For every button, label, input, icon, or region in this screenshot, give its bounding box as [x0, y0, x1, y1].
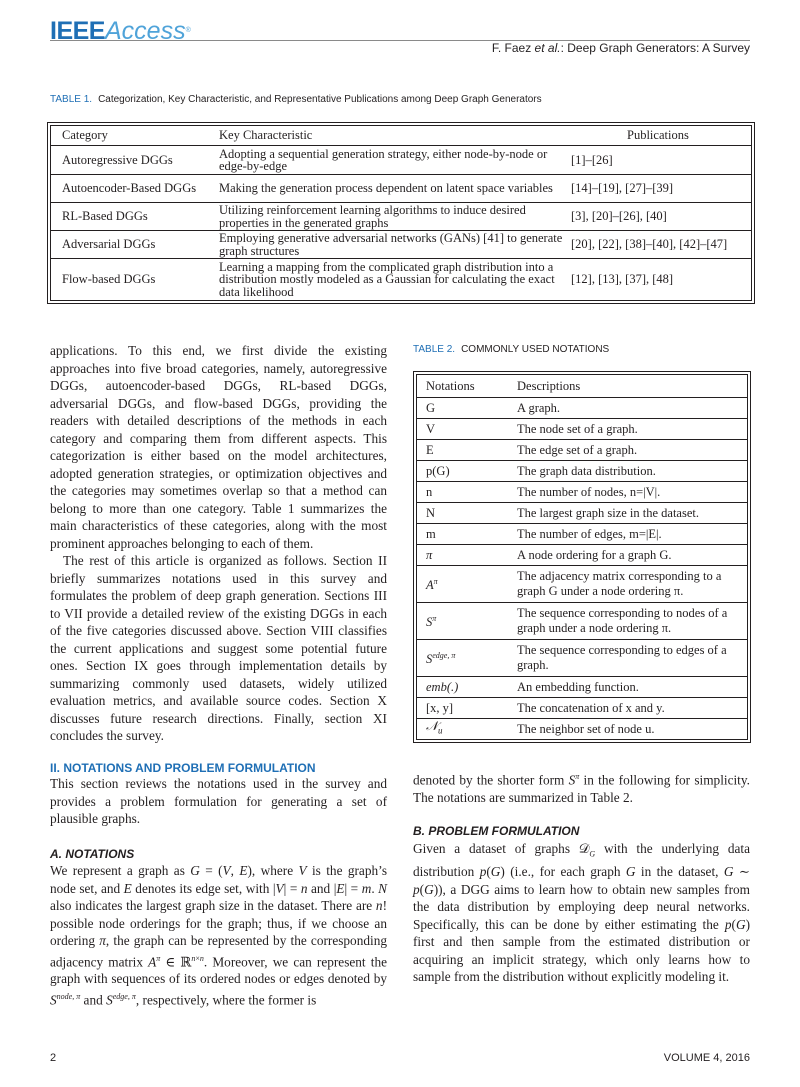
table1-header-pubs: Publications [566, 126, 751, 146]
table-row: Adversarial DGGs Employing generative adversarial networks (GANs) [41] to generate graph structures [20], [22], [38]–[40], [42]–[47] [51, 231, 751, 259]
table1-header-key: Key Characteristic [208, 126, 566, 146]
section-a-text: We represent a graph as G = (V, E), where V is the graph’s node set, and E denotes its edge set, with |V| = n and |E| = m. N also indicates the largest graph size in the dataset. There are n! possible node orderings for the graph; thus, if we choose an ordering π, the graph can be represented by the corresponding adjacency matrix $A^\pi$ ∈ ℝ$^{n\times n}$. Moreover, we can represent the graph with sequences of its ordered nodes or edges denoted by $S^{node, \pi}$ and $S^{edge, \pi}$, respectively, where the former is [50, 863, 388, 1008]
table-row: Autoregressive DGGs Adopting a sequential generation strategy, either node-by-node or edge-by-edge [1]–[26] [51, 146, 751, 175]
logo-trademark: ® [185, 27, 191, 34]
table-row: Autoencoder-Based DGGs Making the generation process dependent on latent space variables [14]–[19], [27]–[39] [51, 175, 751, 203]
table2-header-row [417, 375, 747, 398]
table-row: π A node ordering for a graph G. [417, 545, 747, 566]
table1 [50, 125, 752, 301]
section-a-title: A. NOTATIONS [50, 847, 135, 861]
table-row: $S^{edge, \pi}$ The sequence corresponding to edges of a graph. [417, 640, 747, 677]
table2 [416, 374, 748, 740]
table-row: G A graph. [417, 398, 747, 419]
logo-access: Access [104, 17, 186, 45]
running-header: F. Faez et al.: Deep Graph Generators: A Survey [491, 41, 750, 55]
intro-paragraph-2: The rest of this article is organized as follows. Section II briefly summarizes notations used in this survey and formulates the problem of deep graph generation. Sections III to VII provide a detailed review of the existing DGGs in each of the five categories discussed above. Section VIII classifies the current applications and suggest some potential future ones. Section IX goes through implementation details by summarizing commonly used datasets, widely utilized evaluation metrics, and available source codes. Section X discusses future research directions. Finally, section XI concludes the survey. [50, 553, 387, 743]
page-number: 2 [50, 1052, 57, 1064]
table2-header-descriptions: Descriptions [513, 375, 747, 398]
section-2-text: This section reviews the notations used in the survey and provides a problem formulation for generating a set of plausible graphs. [50, 776, 387, 826]
table-row: E The edge set of a graph. [417, 440, 747, 461]
intro-text [50, 342, 387, 745]
table-row: V The node set of a graph. [417, 419, 747, 440]
table-row: $S^\pi$ The sequence corresponding to nodes of a graph under a node ordering π. [417, 603, 747, 640]
table2-label: TABLE 2. [413, 344, 456, 355]
table-row: N The largest graph size in the dataset. [417, 503, 747, 524]
section-2-title: II. NOTATIONS AND PROBLEM FORMULATION [50, 761, 316, 775]
table-row: p(G) The graph data distribution. [417, 461, 747, 482]
table-row: m The number of edges, m=|E|. [417, 524, 747, 545]
intro-paragraph-1: applications. To this end, we first divide the existing approaches into five broad categories, namely, autoregressive DGGs, autoencoder-based DGGs, RL-based DGGs, adversarial DGGs, and flow-based DGGs, providing the readers with detailed descriptions of the methods in each category and comparing them from different aspects. This categorization is either based on the model architectures, adopted generation strategies, or optimization objectives and the categories may sometimes overlap so that a method can belong to more than one category. Table 1 summarizes the main characteristics of these categories, along with the most prominent approaches belonging to each of them. [50, 343, 387, 551]
table-row: $A^\pi$ The adjacency matrix corresponding to a graph G under a node ordering π. [417, 566, 747, 603]
table-row: [x, y] The concatenation of x and y. [417, 698, 747, 719]
table2-header-notations: Notations [417, 375, 513, 398]
section-b-title: B. PROBLEM FORMULATION [413, 824, 580, 838]
volume-label: VOLUME 4, 2016 [663, 1052, 750, 1064]
table1-header-category: Category [51, 126, 208, 146]
table-row: n The number of nodes, n=|V|. [417, 482, 747, 503]
logo-ieee: IEEE [50, 17, 105, 45]
table2-caption: TABLE 2. COMMONLY USED NOTATIONS [413, 344, 610, 355]
table1-header-row [51, 126, 751, 146]
section-b-text: Given a dataset of graphs 𝒟$_G$ with the underlying data distribution p(G) (i.e., for each graph G in the dataset, G ∼ p(G)), a DGG aims to learn how to obtain new samples from the data distribution by employing deep neural networks. Specifically, this can be done by either estimating the p(G) first and then sample from the estimated distribution or acquiring an implicit strategy, which only learns how to sample from the distribution without explicitly modeling it. [413, 841, 751, 985]
table-row: emb(.) An embedding function. [417, 677, 747, 698]
table-row: Flow-based DGGs Learning a mapping from the complicated graph distribution into a distribution mostly modeled as a Gaussian for calculating the exact data likelihood [12], [13], [37], [48] [62, 259, 674, 299]
table1-label: TABLE 1. [50, 94, 93, 105]
table-row: 𝒩$_u$ The neighbor set of node u. [426, 719, 655, 736]
notations-continuation: denoted by the shorter form $S^\pi$ in the following for simplicity. The notations are summarized in Table 2. [413, 772, 750, 805]
table1-caption: TABLE 1. Categorization, Key Characteristic, and Representative Publications among Deep Graph Generators [50, 94, 542, 105]
table-row: RL-Based DGGs Utilizing reinforcement learning algorithms to induce desired properties in the generated graphs [3], [20]–[26], [40] [51, 203, 751, 231]
